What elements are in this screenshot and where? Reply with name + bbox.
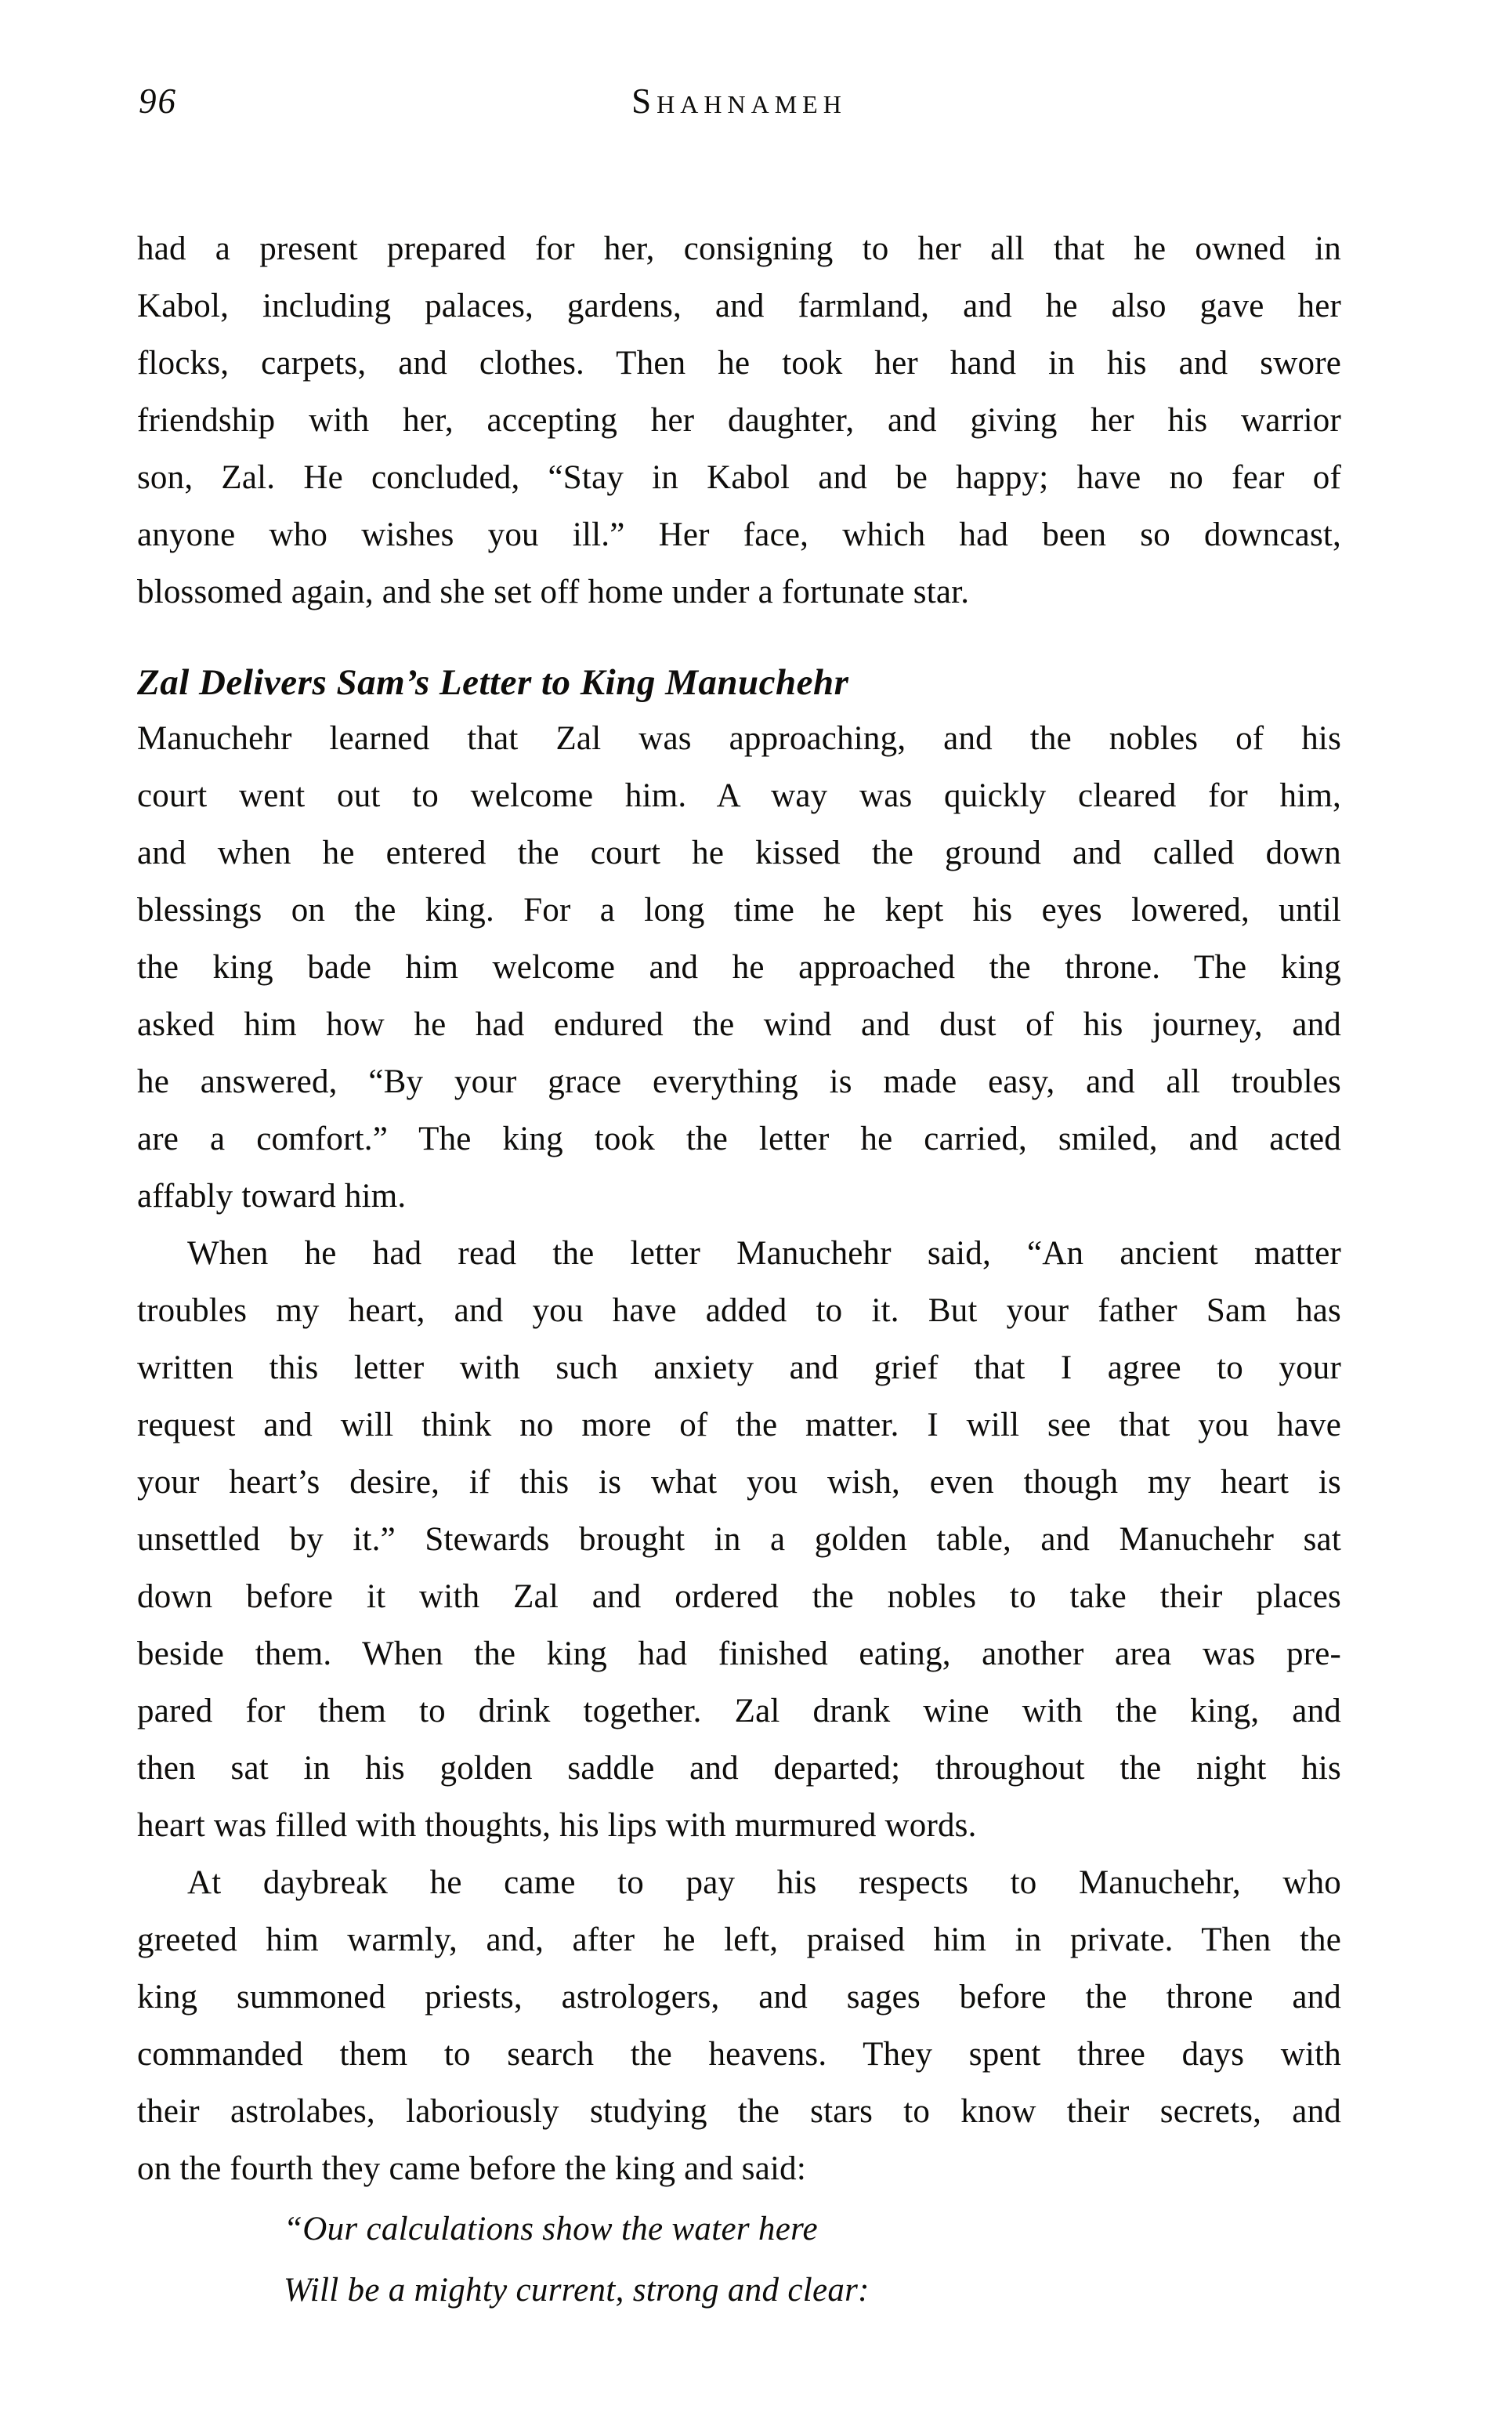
- section-heading: Zal Delivers Sam’s Letter to King Manuchehr: [137, 662, 849, 703]
- text-line: anyone who wishes you ill.” Her face, which had been so downcast,: [137, 516, 1341, 553]
- text-line: and when he entered the court he kissed the ground and called down: [137, 835, 1341, 871]
- paragraph: [137, 220, 1341, 621]
- paragraph: [137, 1225, 1341, 1854]
- paragraph: [137, 710, 1341, 1225]
- text-block: [137, 0, 1341, 2423]
- text-line: written this letter with such anxiety and grief that I agree to your: [137, 1349, 1341, 1386]
- text-line: beside them. When the king had finished eating, another area was pre-: [137, 1635, 1341, 1672]
- text-line: blessings on the king. For a long time he kept his eyes lowered, until: [137, 892, 1341, 929]
- text-line: son, Zal. He concluded, “Stay in Kabol and be happy; have no fear of: [137, 459, 1341, 496]
- text-line: heart was filled with thoughts, his lips with murmured words.: [137, 1807, 977, 1844]
- text-line: commanded them to search the heavens. They spent three days with: [137, 2036, 1341, 2073]
- text-line: Kabol, including palaces, gardens, and farmland, and he also gave her: [137, 288, 1341, 324]
- text-line: on the fourth they came before the king and said:: [137, 2150, 806, 2187]
- text-line: blossomed again, and she set off home under a fortunate star.: [137, 574, 970, 610]
- text-line: request and will think no more of the matter. I will see that you have: [137, 1407, 1341, 1443]
- text-line: he answered, “By your grace everything is made easy, and all troubles: [137, 1063, 1341, 1100]
- text-line: king summoned priests, astrologers, and sages before the throne and: [137, 1979, 1341, 2016]
- verse-line: “Our calculations show the water here: [284, 2211, 818, 2247]
- text-line: troubles my heart, and you have added to it. But your father Sam has: [137, 1292, 1341, 1329]
- verse-line: Will be a mighty current, strong and clear:: [284, 2272, 870, 2309]
- page-furniture: [137, 80, 1341, 122]
- text-line: Manuchehr learned that Zal was approaching, and the nobles of his: [137, 720, 1341, 757]
- paragraph: [137, 1854, 1341, 2197]
- running-header: Shahnameh: [631, 81, 847, 121]
- page-number: 96: [139, 81, 177, 121]
- text-line: affably toward him.: [137, 1178, 407, 1215]
- text-line: At daybreak he came to pay his respects to Manuchehr, who: [187, 1864, 1341, 1901]
- text-line: then sat in his golden saddle and departed; throughout the night his: [137, 1750, 1341, 1787]
- text-line: the king bade him welcome and he approached the throne. The king: [137, 949, 1341, 986]
- text-line: your heart’s desire, if this is what you wish, even though my heart is: [137, 1464, 1341, 1501]
- verse-quote: [137, 2199, 1341, 2321]
- text-line: their astrolabes, laboriously studying the stars to know their secrets, and: [137, 2093, 1341, 2130]
- text-line: greeted him warmly, and, after he left, praised him in private. Then the: [137, 1921, 1341, 1958]
- text-line: flocks, carpets, and clothes. Then he took her hand in his and swore: [137, 345, 1341, 382]
- text-line: friendship with her, accepting her daughter, and giving her his warrior: [137, 402, 1341, 439]
- text-line: court went out to welcome him. A way was quickly cleared for him,: [137, 777, 1341, 814]
- text-line: had a present prepared for her, consigning to her all that he owned in: [137, 230, 1341, 267]
- text-line: asked him how he had endured the wind and dust of his journey, and: [137, 1006, 1341, 1043]
- text-line: pared for them to drink together. Zal drank wine with the king, and: [137, 1693, 1341, 1729]
- text-line: are a comfort.” The king took the letter he carried, smiled, and acted: [137, 1121, 1341, 1157]
- text-line: When he had read the letter Manuchehr said, “An ancient matter: [187, 1235, 1341, 1272]
- text-line: down before it with Zal and ordered the nobles to take their places: [137, 1578, 1341, 1615]
- text-line: unsettled by it.” Stewards brought in a golden table, and Manuchehr sat: [137, 1521, 1341, 1558]
